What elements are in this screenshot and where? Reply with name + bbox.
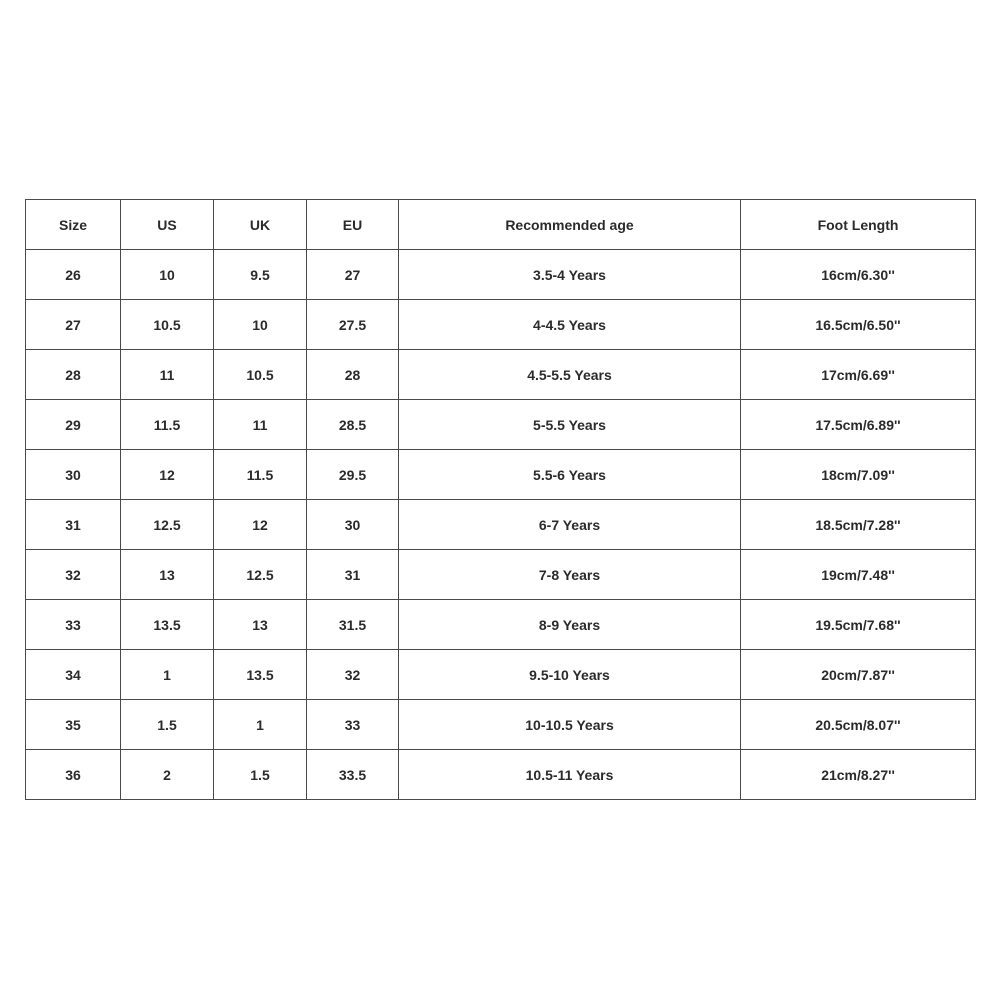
cell-recommended-age: 9.5-10 Years	[399, 650, 741, 700]
table-row	[26, 450, 976, 500]
cell-recommended-age: 10.5-11 Years	[399, 750, 741, 800]
table-row	[26, 400, 976, 450]
cell-foot-length: 18.5cm/7.28''	[741, 500, 976, 550]
cell-foot-length: 16.5cm/6.50''	[741, 300, 976, 350]
cell-foot-length: 21cm/8.27''	[741, 750, 976, 800]
table-header	[26, 200, 976, 250]
cell-recommended-age: 6-7 Years	[399, 500, 741, 550]
size-chart-table	[25, 199, 976, 800]
table-row	[26, 700, 976, 750]
header-uk: UK	[214, 200, 307, 250]
cell-eu: 32	[307, 650, 399, 700]
header-us: US	[121, 200, 214, 250]
header-eu: EU	[307, 200, 399, 250]
cell-size: 28	[26, 350, 121, 400]
cell-uk: 9.5	[214, 250, 307, 300]
cell-uk: 1.5	[214, 750, 307, 800]
cell-us: 10.5	[121, 300, 214, 350]
cell-eu: 33	[307, 700, 399, 750]
cell-recommended-age: 4.5-5.5 Years	[399, 350, 741, 400]
cell-size: 30	[26, 450, 121, 500]
cell-us: 11	[121, 350, 214, 400]
header-size: Size	[26, 200, 121, 250]
cell-size: 31	[26, 500, 121, 550]
cell-size: 27	[26, 300, 121, 350]
cell-recommended-age: 4-4.5 Years	[399, 300, 741, 350]
cell-size: 26	[26, 250, 121, 300]
header-foot-length: Foot Length	[741, 200, 976, 250]
cell-recommended-age: 5.5-6 Years	[399, 450, 741, 500]
cell-recommended-age: 7-8 Years	[399, 550, 741, 600]
table-row	[26, 350, 976, 400]
cell-us: 2	[121, 750, 214, 800]
cell-foot-length: 17.5cm/6.89''	[741, 400, 976, 450]
cell-eu: 28.5	[307, 400, 399, 450]
cell-foot-length: 19.5cm/7.68''	[741, 600, 976, 650]
cell-recommended-age: 5-5.5 Years	[399, 400, 741, 450]
cell-recommended-age: 8-9 Years	[399, 600, 741, 650]
cell-us: 12	[121, 450, 214, 500]
table-row	[26, 600, 976, 650]
cell-eu: 30	[307, 500, 399, 550]
cell-eu: 27.5	[307, 300, 399, 350]
cell-eu: 27	[307, 250, 399, 300]
header-row	[26, 200, 976, 250]
cell-uk: 10.5	[214, 350, 307, 400]
cell-uk: 11	[214, 400, 307, 450]
cell-eu: 28	[307, 350, 399, 400]
cell-us: 1.5	[121, 700, 214, 750]
table-row	[26, 650, 976, 700]
cell-recommended-age: 10-10.5 Years	[399, 700, 741, 750]
header-recommended-age: Recommended age	[399, 200, 741, 250]
cell-size: 34	[26, 650, 121, 700]
cell-uk: 12	[214, 500, 307, 550]
cell-size: 36	[26, 750, 121, 800]
table-row	[26, 250, 976, 300]
cell-foot-length: 19cm/7.48''	[741, 550, 976, 600]
cell-uk: 12.5	[214, 550, 307, 600]
cell-foot-length: 18cm/7.09''	[741, 450, 976, 500]
cell-us: 13	[121, 550, 214, 600]
cell-us: 10	[121, 250, 214, 300]
cell-recommended-age: 3.5-4 Years	[399, 250, 741, 300]
table-row	[26, 750, 976, 800]
table-row	[26, 300, 976, 350]
cell-eu: 31.5	[307, 600, 399, 650]
cell-uk: 13.5	[214, 650, 307, 700]
table-row	[26, 550, 976, 600]
cell-us: 13.5	[121, 600, 214, 650]
cell-size: 33	[26, 600, 121, 650]
cell-us: 1	[121, 650, 214, 700]
table-row	[26, 500, 976, 550]
cell-foot-length: 20.5cm/8.07''	[741, 700, 976, 750]
cell-uk: 11.5	[214, 450, 307, 500]
cell-size: 29	[26, 400, 121, 450]
cell-eu: 29.5	[307, 450, 399, 500]
cell-foot-length: 16cm/6.30''	[741, 250, 976, 300]
cell-uk: 13	[214, 600, 307, 650]
cell-size: 35	[26, 700, 121, 750]
cell-size: 32	[26, 550, 121, 600]
cell-us: 11.5	[121, 400, 214, 450]
cell-foot-length: 20cm/7.87''	[741, 650, 976, 700]
cell-us: 12.5	[121, 500, 214, 550]
cell-uk: 10	[214, 300, 307, 350]
cell-eu: 31	[307, 550, 399, 600]
cell-uk: 1	[214, 700, 307, 750]
cell-foot-length: 17cm/6.69''	[741, 350, 976, 400]
table-body	[26, 250, 976, 800]
cell-eu: 33.5	[307, 750, 399, 800]
